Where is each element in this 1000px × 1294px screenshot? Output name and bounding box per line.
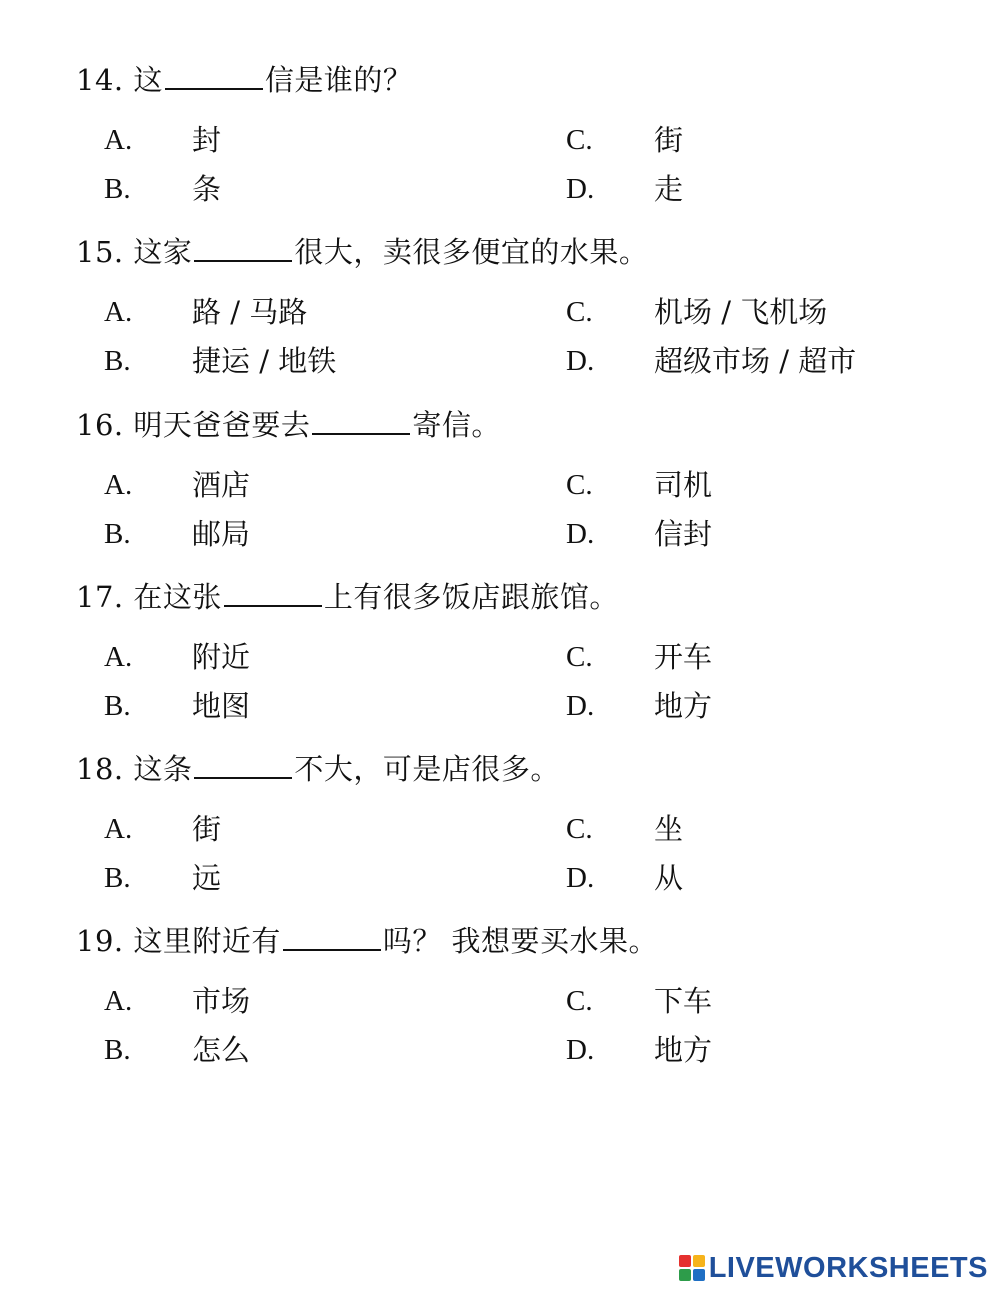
question-stem xyxy=(76,405,956,445)
option-letter: D. xyxy=(566,173,595,205)
question-stem xyxy=(76,921,956,961)
stem-after: 寄信。 xyxy=(412,408,501,442)
option-letter: D. xyxy=(566,1034,595,1066)
stem-after: 吗？ 我想要买水果。 xyxy=(382,924,659,958)
answer-blank[interactable] xyxy=(165,62,263,90)
question-18 xyxy=(76,749,956,911)
question-17 xyxy=(76,577,956,739)
question-stem xyxy=(76,749,956,789)
option-text: 捷运 / 地铁 xyxy=(192,344,337,378)
option-text: 街 xyxy=(654,123,684,157)
stem-before: 19. 这里附近有 xyxy=(76,924,281,958)
option-text: 地图 xyxy=(192,689,251,723)
option-text: 坐 xyxy=(654,812,684,846)
option-text: 封 xyxy=(192,123,222,157)
options-group xyxy=(76,294,956,394)
logo-square-green xyxy=(679,1269,691,1281)
option-b[interactable] xyxy=(104,516,544,552)
option-text: 开车 xyxy=(654,640,713,674)
option-letter: A. xyxy=(104,296,133,328)
option-text: 信封 xyxy=(654,517,713,551)
option-letter: A. xyxy=(104,813,133,845)
option-text: 地方 xyxy=(654,689,713,723)
option-text: 走 xyxy=(654,172,684,206)
options-group xyxy=(76,122,956,222)
liveworksheets-brand xyxy=(679,1250,988,1286)
question-16 xyxy=(76,405,956,567)
option-b[interactable] xyxy=(104,1032,544,1068)
option-letter: D. xyxy=(566,690,595,722)
option-text: 超级市场 / 超市 xyxy=(654,344,857,378)
logo-square-blue xyxy=(693,1269,705,1281)
option-a[interactable] xyxy=(104,639,544,675)
options-group xyxy=(76,811,956,911)
stem-before: 17. 在这张 xyxy=(76,580,222,614)
question-stem xyxy=(76,232,956,272)
option-text: 路 / 马路 xyxy=(192,295,308,329)
option-a[interactable] xyxy=(104,122,544,158)
option-letter: B. xyxy=(104,173,131,205)
option-b[interactable] xyxy=(104,688,544,724)
stem-before: 15. 这家 xyxy=(76,235,193,269)
stem-after: 信是谁的？ xyxy=(264,63,413,97)
option-c[interactable] xyxy=(566,983,946,1019)
options-group xyxy=(76,639,956,739)
option-a[interactable] xyxy=(104,467,544,503)
option-d[interactable] xyxy=(566,171,946,207)
option-a[interactable] xyxy=(104,811,544,847)
question-stem xyxy=(76,60,956,100)
answer-blank[interactable] xyxy=(194,234,292,262)
options-group xyxy=(76,983,956,1083)
option-text: 附近 xyxy=(192,640,251,674)
option-letter: B. xyxy=(104,1034,131,1066)
option-d[interactable] xyxy=(566,688,946,724)
question-stem xyxy=(76,577,956,617)
liveworksheets-logo-icon xyxy=(679,1255,705,1281)
option-text: 从 xyxy=(654,861,684,895)
option-text: 怎么 xyxy=(192,1033,251,1067)
option-letter: C. xyxy=(566,124,593,156)
answer-blank[interactable] xyxy=(312,407,410,435)
option-letter: B. xyxy=(104,518,131,550)
answer-blank[interactable] xyxy=(224,579,322,607)
option-d[interactable] xyxy=(566,343,946,379)
answer-blank[interactable] xyxy=(194,751,292,779)
options-group xyxy=(76,467,956,567)
option-b[interactable] xyxy=(104,343,544,379)
option-text: 街 xyxy=(192,812,222,846)
option-letter: C. xyxy=(566,296,593,328)
option-b[interactable] xyxy=(104,860,544,896)
option-d[interactable] xyxy=(566,860,946,896)
stem-before: 18. 这条 xyxy=(76,752,193,786)
option-text: 条 xyxy=(192,172,222,206)
option-text: 邮局 xyxy=(192,517,251,551)
option-letter: D. xyxy=(566,345,595,377)
option-text: 机场 / 飞机场 xyxy=(654,295,828,329)
option-letter: A. xyxy=(104,985,133,1017)
option-c[interactable] xyxy=(566,811,946,847)
option-d[interactable] xyxy=(566,1032,946,1068)
stem-before: 14. 这 xyxy=(76,63,163,97)
option-a[interactable] xyxy=(104,983,544,1019)
option-c[interactable] xyxy=(566,122,946,158)
logo-square-yellow xyxy=(693,1255,705,1267)
option-a[interactable] xyxy=(104,294,544,330)
option-text: 酒店 xyxy=(192,468,251,502)
option-c[interactable] xyxy=(566,639,946,675)
question-19 xyxy=(76,921,956,1083)
option-letter: C. xyxy=(566,469,593,501)
option-c[interactable] xyxy=(566,294,946,330)
option-d[interactable] xyxy=(566,516,946,552)
option-letter: C. xyxy=(566,985,593,1017)
stem-after: 上有很多饭店跟旅馆。 xyxy=(323,580,619,614)
option-text: 远 xyxy=(192,861,222,895)
answer-blank[interactable] xyxy=(283,923,381,951)
option-letter: C. xyxy=(566,641,593,673)
question-15 xyxy=(76,232,956,394)
option-letter: C. xyxy=(566,813,593,845)
option-letter: A. xyxy=(104,469,133,501)
stem-after: 很大，卖很多便宜的水果。 xyxy=(294,235,649,269)
option-letter: B. xyxy=(104,690,131,722)
option-text: 地方 xyxy=(654,1033,713,1067)
stem-after: 不大，可是店很多。 xyxy=(294,752,560,786)
option-text: 下车 xyxy=(654,984,713,1018)
option-c[interactable] xyxy=(566,467,946,503)
option-letter: D. xyxy=(566,862,595,894)
brand-text: LIVEWORKSHEETS xyxy=(708,1251,988,1284)
option-text: 司机 xyxy=(654,468,713,502)
option-b[interactable] xyxy=(104,171,544,207)
option-text: 市场 xyxy=(192,984,251,1018)
option-letter: A. xyxy=(104,641,133,673)
logo-square-red xyxy=(679,1255,691,1267)
option-letter: D. xyxy=(566,518,595,550)
option-letter: B. xyxy=(104,862,131,894)
option-letter: B. xyxy=(104,345,131,377)
option-letter: A. xyxy=(104,124,133,156)
stem-before: 16. 明天爸爸要去 xyxy=(76,408,311,442)
question-14 xyxy=(76,60,956,222)
